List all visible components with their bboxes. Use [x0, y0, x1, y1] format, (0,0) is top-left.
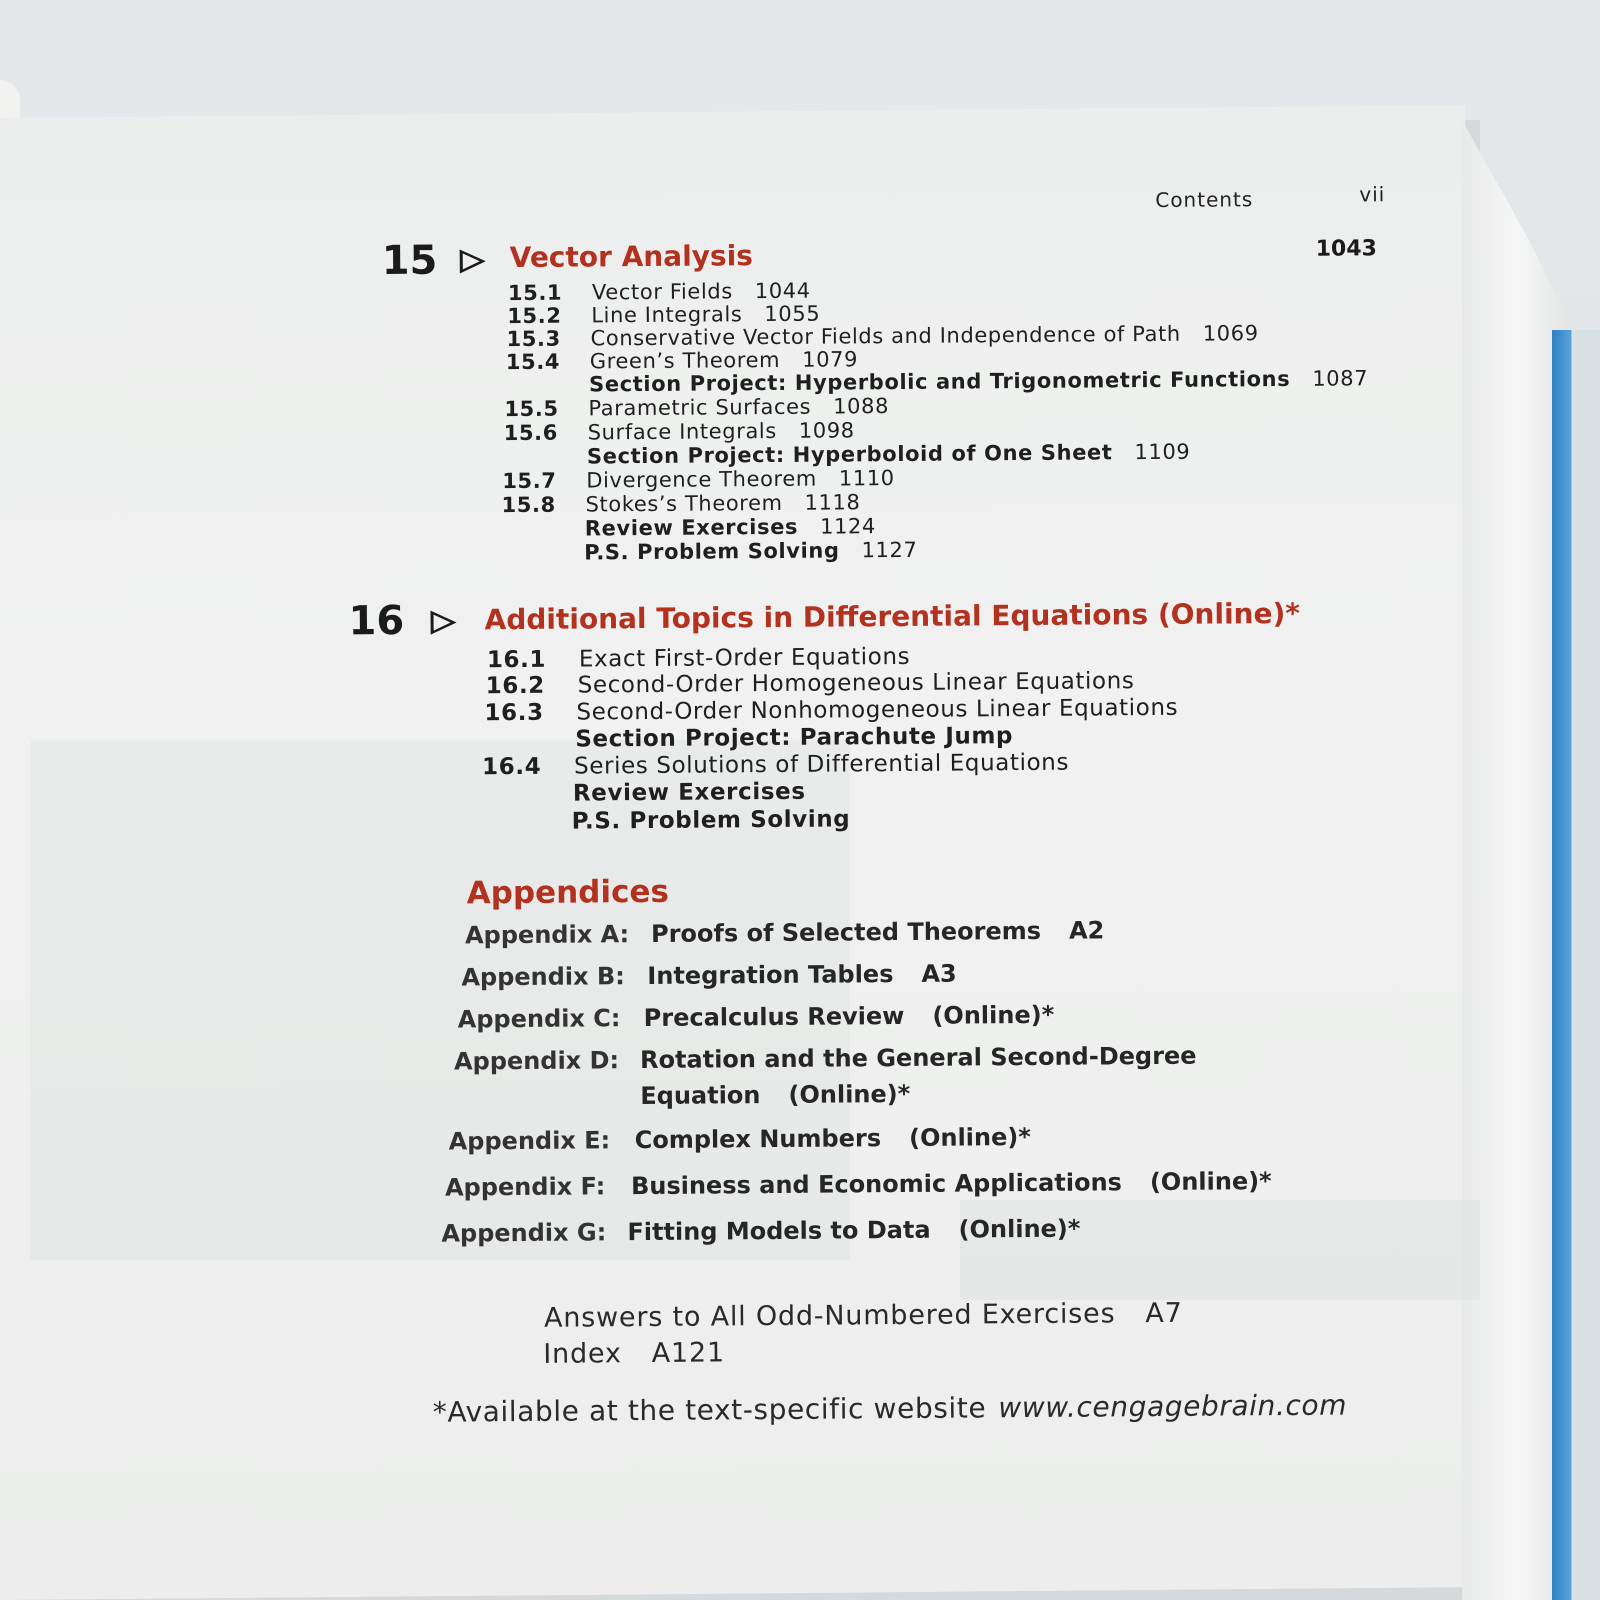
- appendix-label: Appendix C:: [457, 1004, 621, 1034]
- section-title-text: Stokes’s Theorem: [585, 490, 783, 517]
- section-title: [590, 321, 1258, 350]
- appendix-suffix: (Online)*: [908, 1122, 1031, 1152]
- section-title-text: Vector Fields: [591, 279, 733, 305]
- section-title-text: Section Project: Hyperbolic and Trigonometric Functions: [589, 366, 1291, 397]
- section-title: [590, 347, 858, 373]
- section-title: Second-Order Nonhomogeneous Linear Equations: [576, 694, 1179, 726]
- section-title: [589, 366, 1368, 396]
- appendix-title-text: Fitting Models to Data: [627, 1215, 931, 1247]
- footnote-text: *Available at the text-specific website: [432, 1391, 987, 1429]
- section-title: Series Solutions of Differential Equations: [574, 749, 1070, 780]
- appendix-label: Appendix D:: [453, 1046, 620, 1076]
- appendix-suffix: A2: [1068, 916, 1105, 945]
- appendices-heading: Appendices: [466, 873, 669, 912]
- section-number: 15.5: [504, 396, 559, 422]
- back-matter-page: A7: [1145, 1297, 1183, 1330]
- section-title: [586, 466, 895, 492]
- appendix-title: [631, 1167, 1272, 1200]
- section-number: 15.7: [502, 468, 557, 494]
- section-page: 1109: [1134, 439, 1191, 465]
- section-number: 16.1: [486, 646, 547, 674]
- appendix-label: Appendix E:: [448, 1126, 611, 1156]
- footnote-url[interactable]: www.cengagebrain.com: [998, 1388, 1348, 1425]
- appendix-title-continued: [640, 1080, 910, 1110]
- section-number: 15.4: [505, 349, 561, 375]
- section-number: 16.3: [484, 699, 544, 727]
- appendix-title-text-2: Equation: [640, 1081, 761, 1111]
- chapter-arrow-icon: [460, 249, 486, 273]
- section-title-text: P.S. Problem Solving: [584, 538, 840, 565]
- appendix-label: Appendix F:: [444, 1172, 606, 1202]
- footnote: [433, 1389, 1347, 1429]
- section-title: Second-Order Homogeneous Linear Equations: [577, 668, 1135, 699]
- section-title-text: Conservative Vector Fields and Independence of Path: [590, 321, 1181, 351]
- appendix-title: [644, 1001, 1055, 1032]
- section-page: 1079: [802, 347, 859, 372]
- section-page: 1098: [798, 418, 855, 443]
- appendix-suffix: (Online)*: [788, 1079, 911, 1109]
- section-title-text: Section Project: Hyperboloid of One Sheet: [586, 440, 1113, 469]
- section-page: 1127: [861, 537, 918, 563]
- section-page: 1055: [764, 301, 821, 327]
- appendix-title-text: Integration Tables: [647, 960, 894, 990]
- appendix-suffix: (Online)*: [958, 1214, 1081, 1244]
- section-page: 1088: [833, 394, 890, 419]
- section-number: 15.1: [507, 280, 563, 306]
- section-title: [592, 279, 811, 305]
- section-page: 1044: [754, 278, 811, 304]
- section-number: 16.4: [482, 753, 542, 781]
- appendix-title-text: Complex Numbers: [634, 1124, 882, 1155]
- appendix-suffix: (Online)*: [932, 1000, 1055, 1030]
- section-page: 1087: [1312, 366, 1369, 391]
- section-title: [585, 490, 860, 516]
- chapter-title: Additional Topics in Differential Equations (Online)*: [484, 596, 1301, 637]
- section-title: [584, 538, 917, 565]
- section-title-text: Divergence Theorem: [586, 466, 817, 493]
- appendix-title-text: Precalculus Review: [643, 1001, 905, 1033]
- back-matter-title: Index: [543, 1338, 622, 1370]
- chapter-title: Vector Analysis: [509, 239, 754, 275]
- section-title-text: Line Integrals: [591, 302, 743, 328]
- appendix-title: [647, 960, 957, 990]
- section-title: [585, 514, 876, 540]
- section-number: 15.6: [503, 420, 559, 446]
- running-head: [1155, 182, 1386, 212]
- appendix-label: Appendix B:: [461, 962, 625, 992]
- section-title: [587, 440, 1191, 469]
- page-folio: vii: [1359, 182, 1386, 207]
- appendix-title: [640, 1042, 1197, 1074]
- appendix-title: [635, 1123, 1031, 1154]
- chapter-number: 16: [348, 597, 405, 645]
- section-title: Review Exercises: [572, 778, 806, 807]
- back-matter-title: Answers to All Odd-Numbered Exercises: [543, 1298, 1116, 1334]
- section-page: 1124: [819, 514, 877, 539]
- section-title: P.S. Problem Solving: [571, 806, 851, 835]
- section-number: 15.8: [501, 492, 556, 518]
- section-page: 1069: [1202, 321, 1259, 346]
- chapter-arrow-icon: [430, 610, 456, 634]
- appendix-title-text: Proofs of Selected Theorems: [650, 916, 1042, 948]
- section-title: [588, 394, 889, 420]
- running-head-label: Contents: [1155, 187, 1254, 212]
- section-title: Exact First-Order Equations: [578, 643, 911, 673]
- section-number: 15.2: [507, 303, 562, 329]
- section-title-text: Surface Integrals: [587, 418, 777, 445]
- appendix-suffix: (Online)*: [1149, 1167, 1272, 1197]
- appendix-label: Appendix G:: [441, 1218, 607, 1248]
- chapter-number: 15: [381, 237, 438, 285]
- chapter-page: 1043: [1315, 236, 1378, 262]
- appendix-suffix: A3: [921, 959, 957, 988]
- appendix-title: [627, 1215, 1080, 1247]
- section-number: 15.3: [506, 326, 561, 352]
- section-title-text: Parametric Surfaces: [588, 394, 812, 421]
- appendix-title-text: Business and Economic Applications: [630, 1168, 1122, 1201]
- section-title: Section Project: Parachute Jump: [575, 723, 1014, 753]
- section-title: [591, 302, 820, 328]
- section-page: 1110: [838, 466, 895, 491]
- back-matter-entry[interactable]: [544, 1298, 1183, 1334]
- appendix-title-text: Rotation and the General Second-Degree: [639, 1041, 1197, 1075]
- back-matter-page: A121: [651, 1337, 726, 1369]
- section-title: [588, 418, 855, 444]
- appendix-title: [651, 916, 1104, 948]
- appendix-label: Appendix A:: [464, 920, 630, 950]
- section-page: 1118: [804, 490, 861, 515]
- section-number: 16.2: [485, 672, 545, 700]
- section-title-text: Green’s Theorem: [589, 347, 781, 374]
- back-matter-entry[interactable]: [543, 1337, 725, 1369]
- section-title-text: Review Exercises: [584, 514, 799, 541]
